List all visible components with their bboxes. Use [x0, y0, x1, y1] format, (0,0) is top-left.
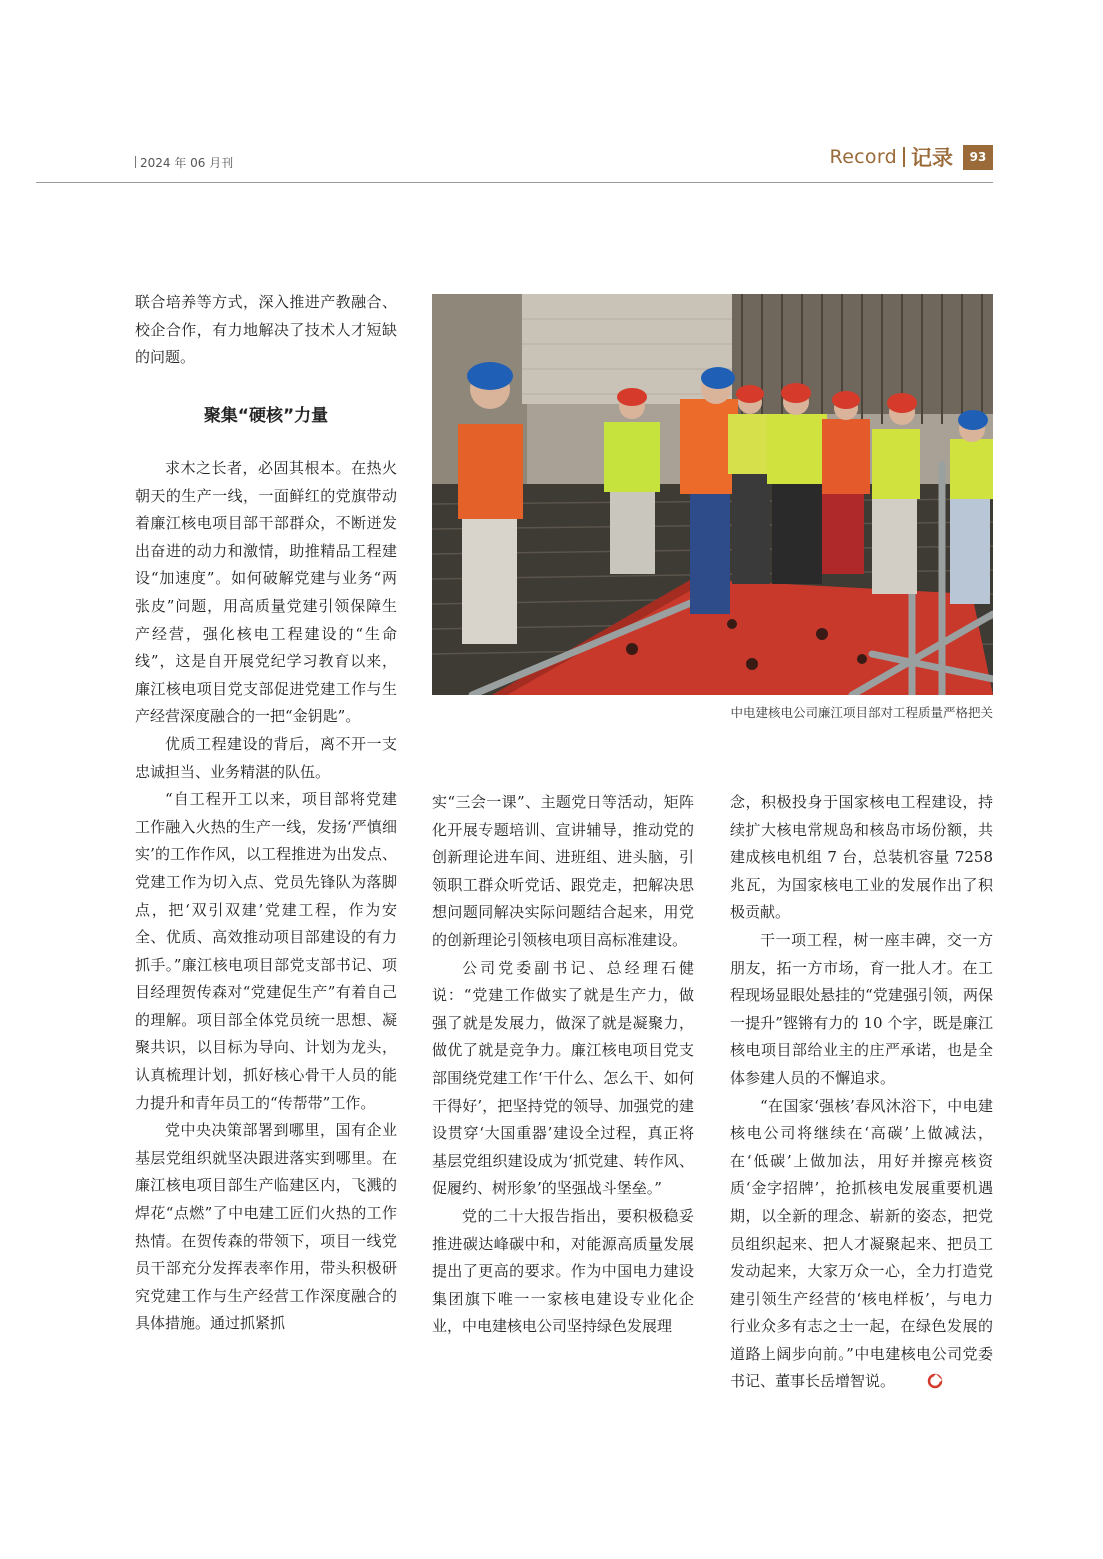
paragraph: “自工程开工以来，项目部将党建工作融入火热的生产一线，发扬‘严慎细实’的工作作风，以工程推进为出发点、党建工作为切入点、党员先锋队为落脚点，把‘双引双建’党建工程，作为安全、优质、高效推动项目部建设的有力抓手。”廉江核电项目部党支部书记、项目经理贺传森对“党建促生产”有着自己的理解。项目部全体党员统一思想、凝聚共识，以目标为导向、计划为龙头，认真梳理计划，抓好核心骨干人员的能力提升和青年员工的“传帮带”工作。 [135, 790, 397, 1112]
paragraph: 联合培养等方式，深入推进产教融合、校企合作，有力地解决了技术人才短缺的问题。 [135, 293, 397, 367]
paragraph: 实“三会一课”、主题党日等活动，矩阵化开展专题培训、宣讲辅导，推动党的创新理论进车间、进班组、进头脑，引领职工群众听党话、跟党走，把解决思想问题同解决实际问题结合起来，用党的创新理论引领核电项目高标准建设。 [432, 793, 694, 949]
issue-text: 2024 年 06 月刊 [140, 156, 234, 170]
section-heading: 聚集“硬核”力量 [203, 406, 329, 426]
end-mark-icon [897, 1371, 943, 1399]
photo-illustration [432, 294, 993, 695]
paragraph: 优质工程建设的背后，离不开一支忠诚担当、业务精湛的队伍。 [135, 734, 397, 781]
divider [903, 147, 905, 167]
paragraph [730, 1093, 993, 1400]
paragraph: 念，积极投身于国家核电工程建设，持续扩大核电常规岛和核岛市场份额，共建成核电机组 7 台，总装机容量 7258 兆瓦，为国家核电工业的发展作出了积极贡献。 [730, 793, 993, 922]
column-1-top [135, 289, 397, 372]
paragraph: 党的二十大报告指出，要积极稳妥推进碳达峰碳中和，对能源高质量发展提出了更高的要求。作为中国电力建设集团旗下唯一一家核电建设专业化企业，中电建核电公司坚持绿色发展理 [432, 1206, 694, 1336]
issue-label [135, 154, 233, 171]
paragraph: 公司党委副书记、总经理石健说：“党建工作做实了就是生产力，做强了就是发展力，做深了就是凝聚力，做优了就是竞争力。廉江核电项目党支部围绕党建工作‘干什么、怎么干、如何干得好’，把坚持党的领导、加强党的建设贯穿‘大国重器’建设全过程，真正将基层党组织建设成为‘抓党建、转作风、促履约、树形象’的坚强战斗堡垒。” [432, 958, 694, 1198]
paragraph: 党中央决策部署到哪里，国有企业基层党组织就坚决跟进落实到哪里。在廉江核电项目部生产临建区内，飞溅的焊花“点燃”了中电建工匠们火热的工作热情。在贺传森的带领下，项目一线党员干部充分发挥表率作用，带头积极研究党建工作与生产经营工作深度融合的具体措施。通过抓紧抓 [135, 1121, 397, 1333]
construction-site-photo [432, 294, 993, 695]
divider [135, 156, 136, 168]
paragraph-text: “在国家‘强核’春风沐浴下，中电建核电公司将继续在‘高碳’上做减法，在‘低碳’上做加法，用好并擦亮核资质‘金字招牌’，抢抓核电发展重要机遇期，以全新的理念、崭新的姿态，把党员组织起来、把人才凝聚起来、把员工发动起来，大家万众一心，全力打造党建引领生产经营的‘核电样板’，与电力行业众多有志之士一起，在绿色发展的道路上阔步向前。”中电建核电公司党委书记、董事长岳增智说。 [730, 1096, 993, 1391]
column-1 [135, 455, 397, 1338]
section-header [830, 142, 993, 172]
section-title-cn: 记录 [911, 146, 953, 170]
paragraph: 干一项工程，树一座丰碑，交一方朋友，拓一方市场，育一批人才。在工程现场显眼处悬挂的“党建强引领，两保一提升”铿锵有力的 10 个字，既是廉江核电项目部给业主的庄严承诺，也是全体参建人员的不懈追求。 [730, 930, 993, 1087]
paragraph: 求木之长者，必固其根本。在热火朝天的生产一线，一面鲜红的党旗带动着廉江核电项目部干部群众，不断迸发出奋进的动力和激情，助推精品工程建设“加速度”。如何破解党建与业务“两张皮”问题，用高质量党建引领保障生产经营，强化核电工程建设的“生命线”，这是自开展党纪学习教育以来，廉江核电项目党支部促进党建工作与生产经营深度融合的一把“金钥匙”。 [135, 459, 397, 726]
column-2 [432, 789, 694, 1341]
photo-caption: 中电建核电公司廉江项目部对工程质量严格把关 [730, 705, 993, 720]
header-rule [36, 182, 993, 183]
section-title-en: Record [829, 146, 897, 168]
page-number: 93 [963, 145, 993, 170]
column-3 [730, 789, 993, 1399]
